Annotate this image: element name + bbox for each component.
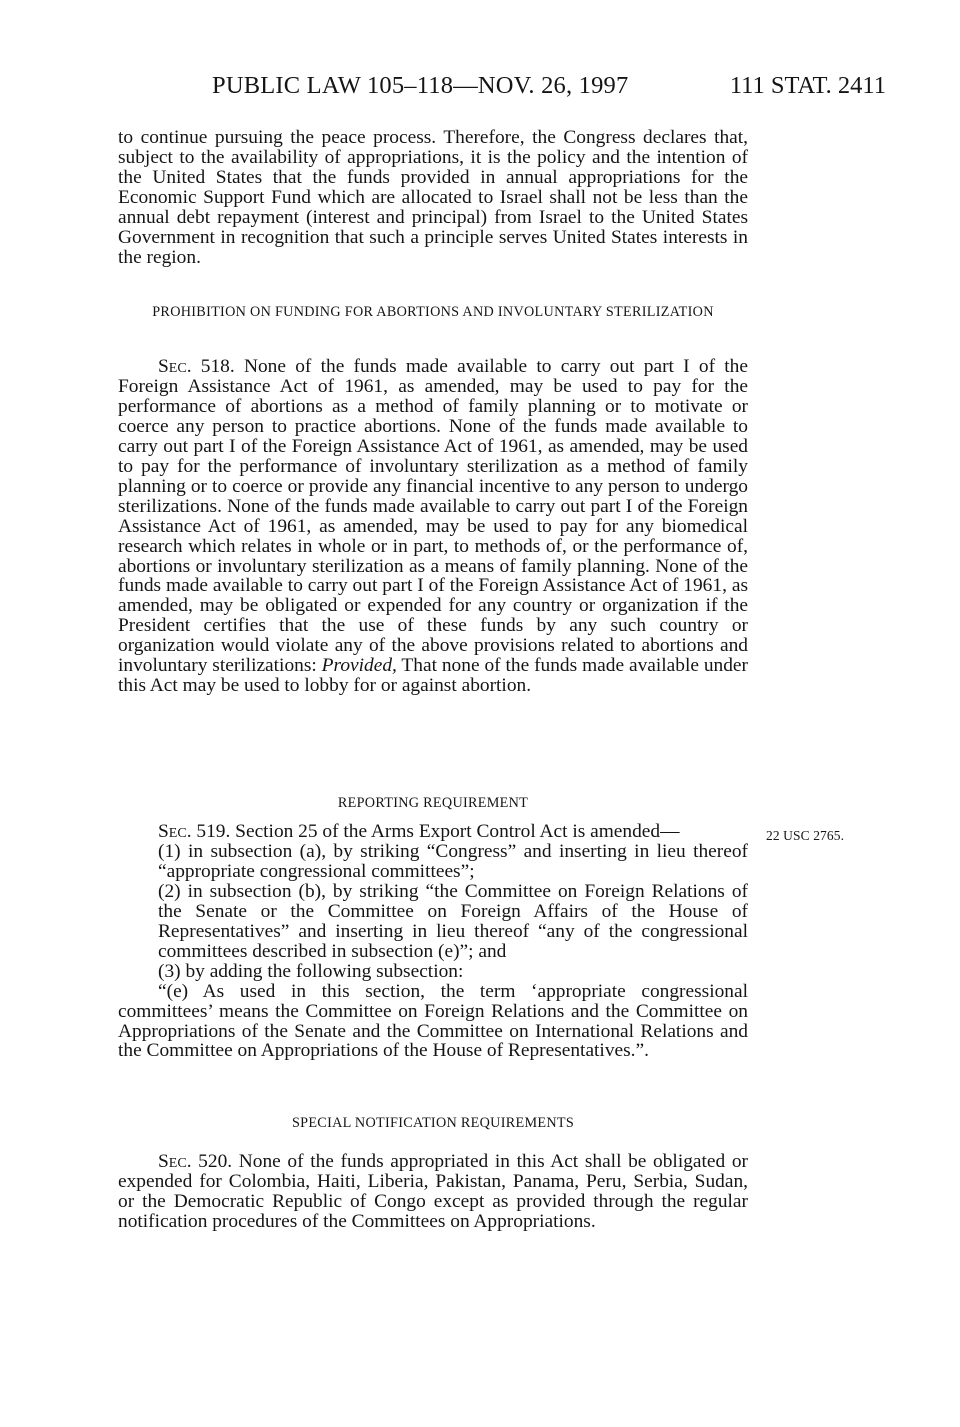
section-518-text-end: That none of the funds made available under this Act may be used to lobby for or against abortion. bbox=[118, 655, 748, 697]
section-label-sc: Sec bbox=[158, 821, 187, 842]
section-519-body bbox=[118, 822, 748, 1061]
section-518-text: None of the funds made available to carry out part I of the Foreign Assistance Act of 1961, as amended, may be used to pay for the performance of abortions as a method of family planning or to motivate or coerce any person to practice abortions. None of the funds made available to carry out part I of the Foreign Assistance Act of 1961, as amended, may be used to pay for the performance of involuntary sterilization as a method of family planning or to coerce or provide any financial incentive to any person to undergo sterilizations. None of the funds made available to carry out part I of the Foreign Assistance Act of 1961, as amended, may be used to pay for any biomedical research which relates in whole or in part, to methods of, or the performance of, abortions or involuntary sterilization as a means of family planning. None of the funds made available to carry out part I of the Foreign Assistance Act of 1961, as amended, may be obligated or expended for any country or organization if the President certifies that the use of these funds by any such country or organization would violate any of the above provisions related to abortions and involuntary sterilizations: bbox=[118, 356, 748, 677]
quoted-subsection-e: “(e) As used in this section, the term ‘appropriate congressional committees’ means the Committee on Foreign Relations and the Committee on Appropriations of the Senate and the Committee on International Relations and the Committee on Appropriations of the House of Representatives.”. bbox=[118, 980, 748, 1062]
section-520-text: None of the funds appropriated in this Act shall be obligated or expended for Colombia, Haiti, Liberia, Pakistan, Panama, Peru, Serbia, Sudan, or the Democratic Republic of Congo except as provided through the regular notification procedures of the Committees on Appropriations. bbox=[118, 1151, 748, 1232]
section-518-body bbox=[118, 357, 748, 696]
usc-margin-note: 22 USC 2765. bbox=[766, 828, 845, 843]
section-518-heading: PROHIBITION ON FUNDING FOR ABORTIONS AND INVOLUNTARY STERILIZATION bbox=[152, 304, 714, 320]
section-label-number: . 519. bbox=[186, 821, 231, 842]
section-520-heading: SPECIAL NOTIFICATION REQUIREMENTS bbox=[291, 1115, 575, 1131]
continuation-paragraph bbox=[118, 128, 748, 268]
section-519-heading: REPORTING REQUIREMENT bbox=[337, 795, 529, 811]
amendment-item-3: (3) by adding the following subsection: bbox=[158, 960, 464, 982]
section-518-paragraph bbox=[118, 357, 748, 696]
section-label-number: . 518. bbox=[186, 356, 235, 377]
section-label-sc: Sec bbox=[158, 356, 187, 377]
section-519-intro-text: Section 25 of the Arms Export Control Act is amended— bbox=[230, 821, 680, 842]
continuation-text: to continue pursuing the peace process. Therefore, the Congress declares that, subject to the availability of appropriations, it is the policy and the intention of the United States that the funds provided in annual appropriations for the Economic Support Fund which are allocated to Israel shall not be less than the annual debt repayment (interest and principal) from Israel to the United States Government in recognition that such a principle serves United States interests in the region. bbox=[118, 127, 748, 268]
running-head: PUBLIC LAW 105–118—NOV. 26, 1997 bbox=[212, 72, 629, 99]
section-520-paragraph bbox=[118, 1152, 748, 1232]
section-label-number: . 520. bbox=[186, 1151, 233, 1172]
proviso-word: Provided, bbox=[321, 655, 397, 677]
section-label-sc: Sec bbox=[158, 1151, 187, 1172]
statute-page-reference: 111 STAT. 2411 bbox=[729, 72, 886, 99]
amendment-item-1: (1) in subsection (a), by striking “Congress” and inserting in lieu thereof “appropriate congressional committees”; bbox=[158, 840, 748, 882]
amendment-item-2: (2) in subsection (b), by striking “the Committee on Foreign Relations of the Senate or the Committee on Foreign Affairs of the House of Representatives” and inserting in lieu thereof “any of the congressional committees described in subsection (e)”; and bbox=[158, 880, 748, 962]
section-519-intro bbox=[118, 822, 748, 842]
section-520-body bbox=[118, 1152, 748, 1232]
